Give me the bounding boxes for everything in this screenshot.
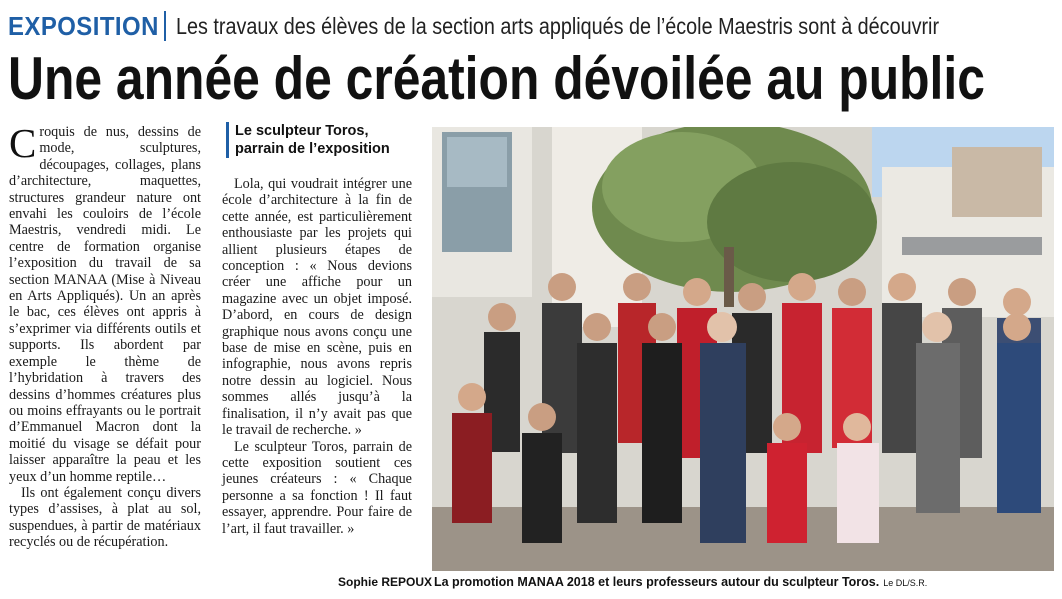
kicker-divider — [164, 11, 166, 41]
box-paragraph-1: Lola, qui voudrait intégrer une école d’architecture à la fin de cette année, est particulièrement enthousiaste par les projets qui allient plusieurs étapes de conception : « Nous devions créer une affiche pour un magazine avec un objet imposé. D’abord, en cours de design graphique nous avons conçu une base de mise en scène, puis en infographie, nous avons repris notre dessin au logiciel. Nous sommes allés jusqu’à la finalisation, il n’y avait pas que le travail de recherche. » — [222, 176, 412, 439]
article-paragraph-1-text: roquis de nus, dessins de mode, sculptures, découpages, collages, plans d’architecture, maquettes, structures grandeur nature ont envahi les couloirs de l’école Maestris, vendredi midi. Le centre de formation organise l’exposition du travail de sa section MANAA (Mise à Niveau en Arts Appliqués). Un an après le bac, ces élèves ont appris à s’exprimer via différents outils et supports. Ils abordent par exemple le thème de l’hybridation à travers des dessins d’hommes créatures plus ou moins effrayants ou le portrait d’Emmanuel Macron dont la moitié du visage se défait pour laisser apparaître la peau et les yeux d’un homme reptile… — [9, 124, 201, 485]
byline: Sophie REPOUX — [338, 575, 433, 589]
kicker-subtitle: Les travaux des élèves de la section arts appliqués de l’école Maestris sont à découvrir — [175, 12, 939, 39]
group-photo — [432, 127, 1054, 571]
article-paragraph-1 — [9, 120, 201, 485]
headline: Une année de création dévoilée au public — [8, 45, 985, 112]
photo-credit: Le DL/S.R. — [883, 578, 928, 588]
article-column-2 — [222, 176, 412, 537]
group-photo-illustration — [432, 127, 1054, 571]
section-label: EXPOSITION — [8, 10, 159, 41]
box-paragraph-2: Le sculpteur Toros, parrain de cette exposition soutient ces jeunes créateurs : « Chaque personne a sa fonction ! Il faut essayer, apprendre. Pour faire de l’art, il faut travailler. » — [222, 438, 412, 537]
photo-caption — [434, 575, 927, 589]
box-headline: Le sculpteur Toros, parrain de l’exposition — [226, 122, 405, 158]
photo-caption-text: La promotion MANAA 2018 et leurs professeurs autour du sculpteur Toros. — [434, 575, 880, 589]
article-column-1 — [9, 120, 201, 551]
article-paragraph-2: Ils ont également conçu divers types d’assises, à plat au sol, suspendues, à partir de matériaux recyclés ou de récupération. — [9, 484, 201, 551]
drop-cap: C — [9, 120, 37, 166]
kicker-bar — [8, 8, 1062, 44]
